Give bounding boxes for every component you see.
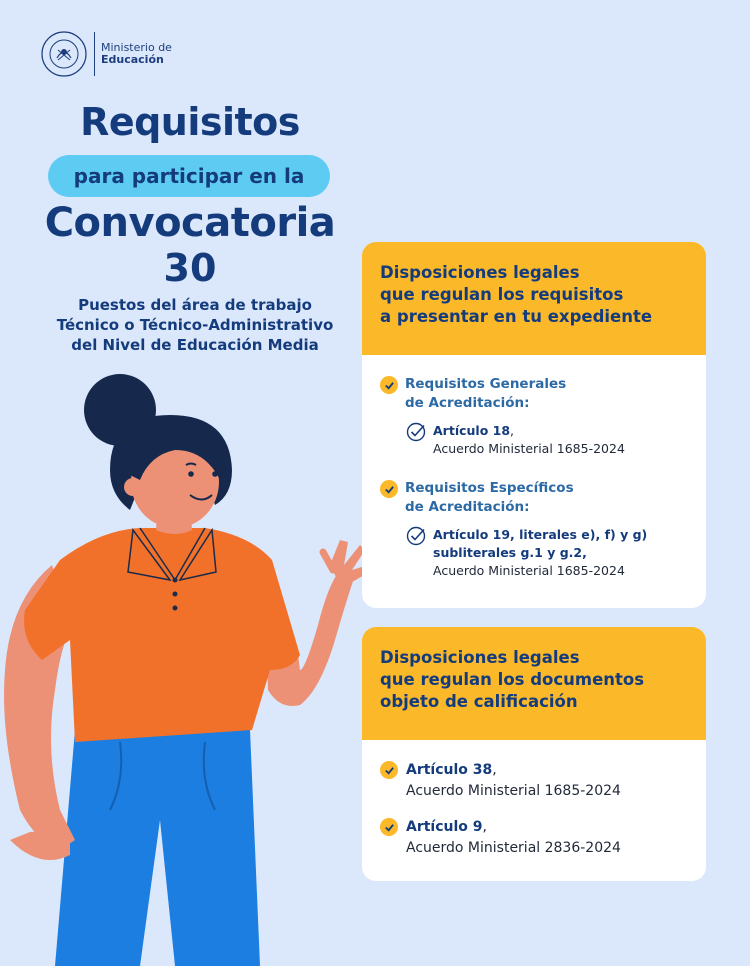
subtitle xyxy=(40,295,350,355)
item-title-line: Requisitos Específicos xyxy=(405,480,574,496)
subtitle-line: Técnico o Técnico-Administrativo xyxy=(56,316,334,334)
logo-line2: Educación xyxy=(101,53,164,66)
article-label: Artículo 9 xyxy=(406,819,483,835)
legal-requirements-card xyxy=(362,242,706,608)
article-18-item xyxy=(406,422,625,458)
article-suffix: , xyxy=(482,819,487,835)
guatemala-seal-icon xyxy=(40,30,88,78)
check-circle-icon xyxy=(406,422,426,442)
item-title-line: Requisitos Generales xyxy=(405,376,567,392)
card-heading xyxy=(362,242,706,355)
card-heading-line: Disposiciones legales xyxy=(380,263,580,282)
card-heading-line: que regulan los documentos xyxy=(380,670,645,689)
article-38-item xyxy=(380,760,621,802)
subtitle-line: del Nivel de Educación Media xyxy=(71,336,319,354)
article-suffix: , xyxy=(492,762,497,778)
check-bullet-icon xyxy=(380,761,398,779)
article-19-item xyxy=(406,526,647,580)
page-title: Requisitos xyxy=(80,100,300,144)
card-heading-line: que regulan los requisitos xyxy=(380,285,624,304)
article-label-line2: subliterales g.1 y g.2, xyxy=(433,545,587,560)
check-bullet-icon xyxy=(380,818,398,836)
logo-line1: Ministerio de xyxy=(101,41,172,54)
check-bullet-icon xyxy=(380,480,398,498)
check-bullet-icon xyxy=(380,376,398,394)
agreement-text: Acuerdo Ministerial 1685-2024 xyxy=(433,441,625,456)
agreement-text: Acuerdo Ministerial 1685-2024 xyxy=(433,563,625,578)
article-label: Artículo 19, literales e), f) y g) xyxy=(433,527,648,542)
card-heading-line: Disposiciones legales xyxy=(380,648,580,667)
logo-text xyxy=(101,42,172,66)
article-label: Artículo 18 xyxy=(433,423,511,438)
card-heading-line: a presentar en tu expediente xyxy=(380,307,653,326)
woman-illustration xyxy=(0,370,380,966)
convocatoria-title: Convocatoria xyxy=(44,200,336,246)
subtitle-line: Puestos del área de trabajo xyxy=(78,296,312,314)
specific-requirements-item xyxy=(380,479,574,517)
check-circle-icon xyxy=(406,526,426,546)
article-9-item xyxy=(380,817,621,859)
article-label: Artículo 38 xyxy=(406,762,493,778)
title-pill: para participar en la xyxy=(48,155,330,197)
ministry-logo xyxy=(40,30,172,78)
article-suffix: , xyxy=(510,423,515,438)
agreement-text: Acuerdo Ministerial 2836-2024 xyxy=(406,840,621,856)
general-requirements-item xyxy=(380,375,566,413)
item-title-line: de Acreditación: xyxy=(405,499,530,515)
agreement-text: Acuerdo Ministerial 1685-2024 xyxy=(406,783,621,799)
item-title-line: de Acreditación: xyxy=(405,395,530,411)
convocatoria-number: 30 xyxy=(163,246,217,290)
card-heading-line: objeto de calificación xyxy=(380,692,578,711)
card-heading xyxy=(362,627,706,740)
logo-divider xyxy=(94,32,95,76)
legal-documents-card xyxy=(362,627,706,881)
